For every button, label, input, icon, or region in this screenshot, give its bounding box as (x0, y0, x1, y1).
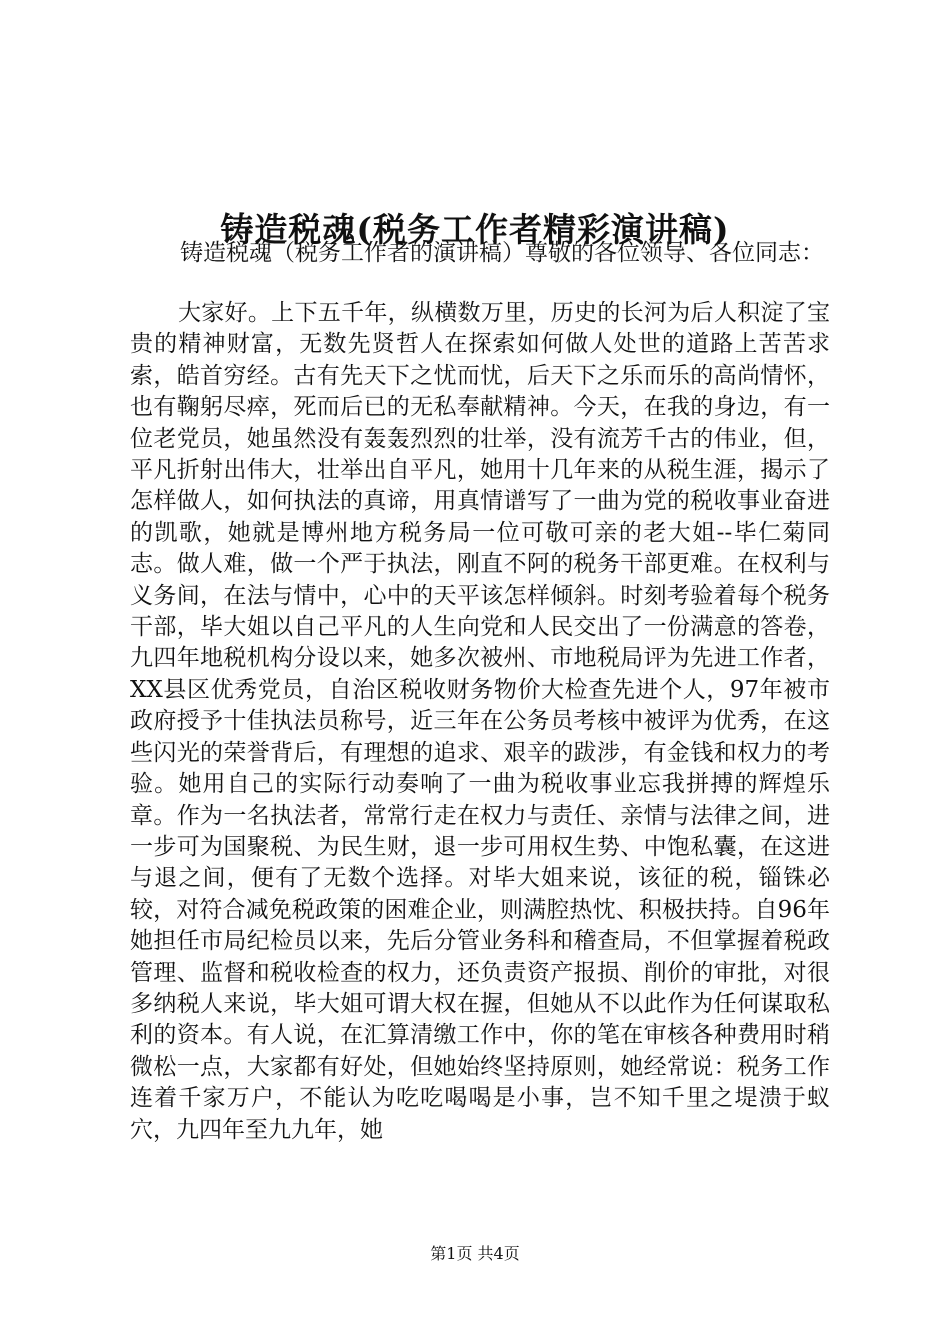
body-paragraph: 大家好。上下五千年，纵横数万里，历史的长河为后人积淀了宝贵的精神财富，无数先贤哲人在探索如何做人处世的道路上苦苦求索，皓首穷经。古有先天下之忧而忧，后天下之乐而乐的高尚情怀，也有鞠躬尽瘁，死而后已的无私奉献精神。今天，在我的身边，有一位老党员，她虽然没有轰轰烈烈的壮举，没有流芳千古的伟业，但，平凡折射出伟大，壮举出自平凡，她用十几年来的从税生涯，揭示了怎样做人，如何执法的真谛，用真情谱写了一曲为党的税收事业奋进的凯歌，她就是博州地方税务局一位可敬可亲的老大姐--毕仁菊同志。做人难，做一个严于执法，刚直不阿的税务干部更难。在权利与义务间，在法与情中，心中的天平该怎样倾斜。时刻考验着每个税务干部，毕大姐以自己平凡的人生向党和人民交出了一份满意的答卷，九四年地税机构分设以来，她多次被州、市地税局评为先进工作者，XX县区优秀党员，自治区税收财务物价大检查先进个人，97年被市政府授予十佳执法员称号，近三年在公务员考核中被评为优秀，在这些闪光的荣誉背后，有理想的追求、艰辛的跋涉，有金钱和权力的考验。她用自己的实际行动奏响了一曲为税收事业忘我拼搏的辉煌乐章。作为一名执法者，常常行走在权力与责任、亲情与法律之间，进一步可为国聚税、为民生财，退一步可用权生势、中饱私囊，在这进与退之间，便有了无数个选择。对毕大姐来说，该征的税，锱铢必较，对符合减免税政策的困难企业，则满腔热忱、积极扶持。自96年她担任市局纪检员以来，先后分管业务科和稽查局，不但掌握着税政管理、监督和税收检查的权力，还负责资产报损、削价的审批，对很多纳税人来说，毕大姐可谓大权在握，但她从不以此作为任何谋取私利的资本。有人说，在汇算清缴工作中，你的笔在审核各种费用时稍微松一点，大家都有好处，但她始终坚持原则，她经常说：税务工作连着千家万户，不能认为吃吃喝喝是小事，岂不知千里之堤溃于蚁穴，九四年至九九年，她 (130, 300, 830, 1143)
page-title: 铸造税魂(税务工作者精彩演讲稿) (220, 210, 730, 250)
intro-paragraph: 铸造税魂（税务工作者的演讲稿）尊敬的各位领导、各位同志： (180, 240, 824, 266)
page-footer: 第1页 共4页 (430, 1244, 520, 1263)
